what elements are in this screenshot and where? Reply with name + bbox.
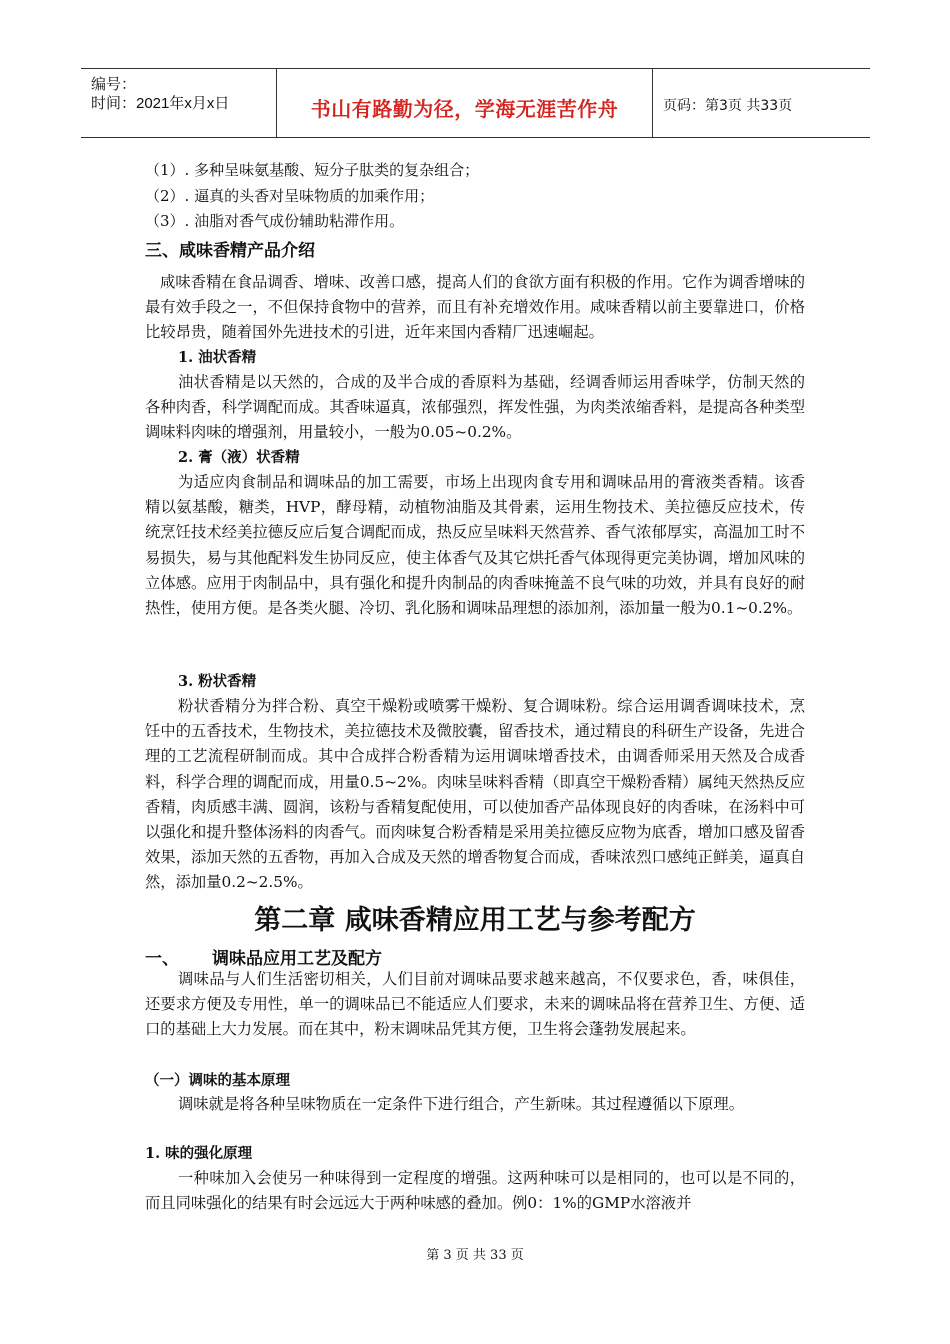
subsection-powder-title: 3. 粉状香精 <box>178 673 257 690</box>
subsection-powder-text: 粉状香精分为拌合粉、真空干燥粉或喷雾干燥粉、复合调味粉。综合运用调香调味技术，烹饪中的五香技术，生物技术，美拉德技术及微胶囊，留香技术，通过精良的科研生产设备，先进合理的工艺流程研制而成。其中合成拌合粉香精为运用调味增香技术，由调香师采用天然及合成香料，科学合理的调配而成，用量0.5~2%。肉味呈味料香精（即真空干燥粉香精）属纯天然热反应香精，肉质感丰满、圆润，该粉与香精复配使用，可以使加香产品体现良好的肉香味，在汤料中可以强化和提升整体汤料的肉香气。而肉味复合粉香精是采用美拉德反应物为底香，增加口感及留香效果，添加天然的五香物，再加入合成及天然的增香物复合而成，香味浓烈口感纯正鲜美，逼真自然，添加量0.2~2.5%。 <box>145 697 805 892</box>
header-motto-cell <box>277 69 653 137</box>
section-3-title: 三、咸味香精产品介绍 <box>145 241 315 261</box>
subsection-paste-title: 2. 膏（液）状香精 <box>178 449 300 466</box>
subsection-oil-text: 油状香精是以天然的，合成的及半合成的香原料为基础，经调香师运用香味学，仿制天然的各种肉香，科学调配而成。其香味逼真，浓郁强烈，挥发性强，为肉类浓缩香料，是提高各种类型调味料肉味的增强剂，用量较小，一般为0.05~0.2%。 <box>145 373 805 442</box>
page-header <box>81 68 870 138</box>
list-item: （2）. 逼真的头香对呈味物质的加乘作用； <box>145 187 435 205</box>
page-code: 页码：第3页 共33页 <box>663 98 793 114</box>
item-enhancement-title: 1. 味的强化原理 <box>145 1145 253 1162</box>
list-item: （1）. 多种呈味氨基酸、短分子肽类的复杂组合； <box>145 161 480 179</box>
doc-number-label: 编号： <box>91 76 137 93</box>
section-1-text: 调味品与人们生活密切相关，人们目前对调味品要求越来越高，不仅要求色，香，味俱佳，还要求方便及专用性，单一的调味品已不能适应人们要求，未来的调味品将在营养卫生、方便、适口的基础上大力发展。而在其中，粉末调味品凭其方便，卫生将会蓬勃发展起来。 <box>145 970 805 1039</box>
list-item: （3）. 油脂对香气成份辅助粘滞作用。 <box>145 212 405 230</box>
chapter-title: 第二章 咸味香精应用工艺与参考配方 <box>254 905 696 936</box>
item-enhancement-text: 一种味加入会使另一种味得到一定程度的增强。这两种味可以是相同的，也可以是不同的，而且同味强化的结果有时会远远大于两种味感的叠加。例0：1%的GMP水溶液并 <box>145 1169 805 1213</box>
date-label: 时间：2021年x月x日 <box>91 95 230 112</box>
header-page-cell <box>653 69 870 137</box>
subsection-principle-text: 调味就是将各种呈味物质在一定条件下进行组合，产生新味。其过程遵循以下原理。 <box>178 1095 744 1113</box>
section-1-number: 一、 <box>145 949 179 969</box>
motto-text: 书山有路勤为径，学海无涯苦作舟 <box>310 97 619 121</box>
section-3-intro: 咸味香精在食品调香、增味、改善口感，提高人们的食欲方面有积极的作用。它作为调香增味的最有效手段之一，不但保持食物中的营养，而且有补充增效作用。咸味香精以前主要靠进口，价格比较昂贵，随着国外先进技术的引进，近年来国内香精厂迅速崛起。 <box>145 273 805 342</box>
subsection-paste-text: 为适应肉食制品和调味品的加工需要，市场上出现肉食专用和调味品用的膏液类香精。该香精以氨基酸，糖类，HVP，酵母精，动植物油脂及其骨素，运用生物技术、美拉德反应技术，传统烹饪技术经美拉德反应后复合调配而成，热反应呈味料天然营养、香气浓郁厚实，高温加工时不易损失，易与其他配料发生协同反应，使主体香气及其它烘托香气体现得更完美协调，增加风味的立体感。应用于肉制品中，具有强化和提升肉制品的肉香味掩盖不良气味的功效，并具有良好的耐热性，使用方便。是各类火腿、冷切、乳化肠和调味品理想的添加剂，添加量一般为0.1~0.2%。 <box>145 473 805 618</box>
header-meta-cell <box>81 69 277 137</box>
subsection-principle-title: （一）调味的基本原理 <box>145 1073 290 1089</box>
page-footer: 第 3 页 共 33 页 <box>426 1248 524 1263</box>
section-1-title: 调味品应用工艺及配方 <box>212 949 382 969</box>
subsection-oil-title: 1. 油状香精 <box>178 349 257 366</box>
